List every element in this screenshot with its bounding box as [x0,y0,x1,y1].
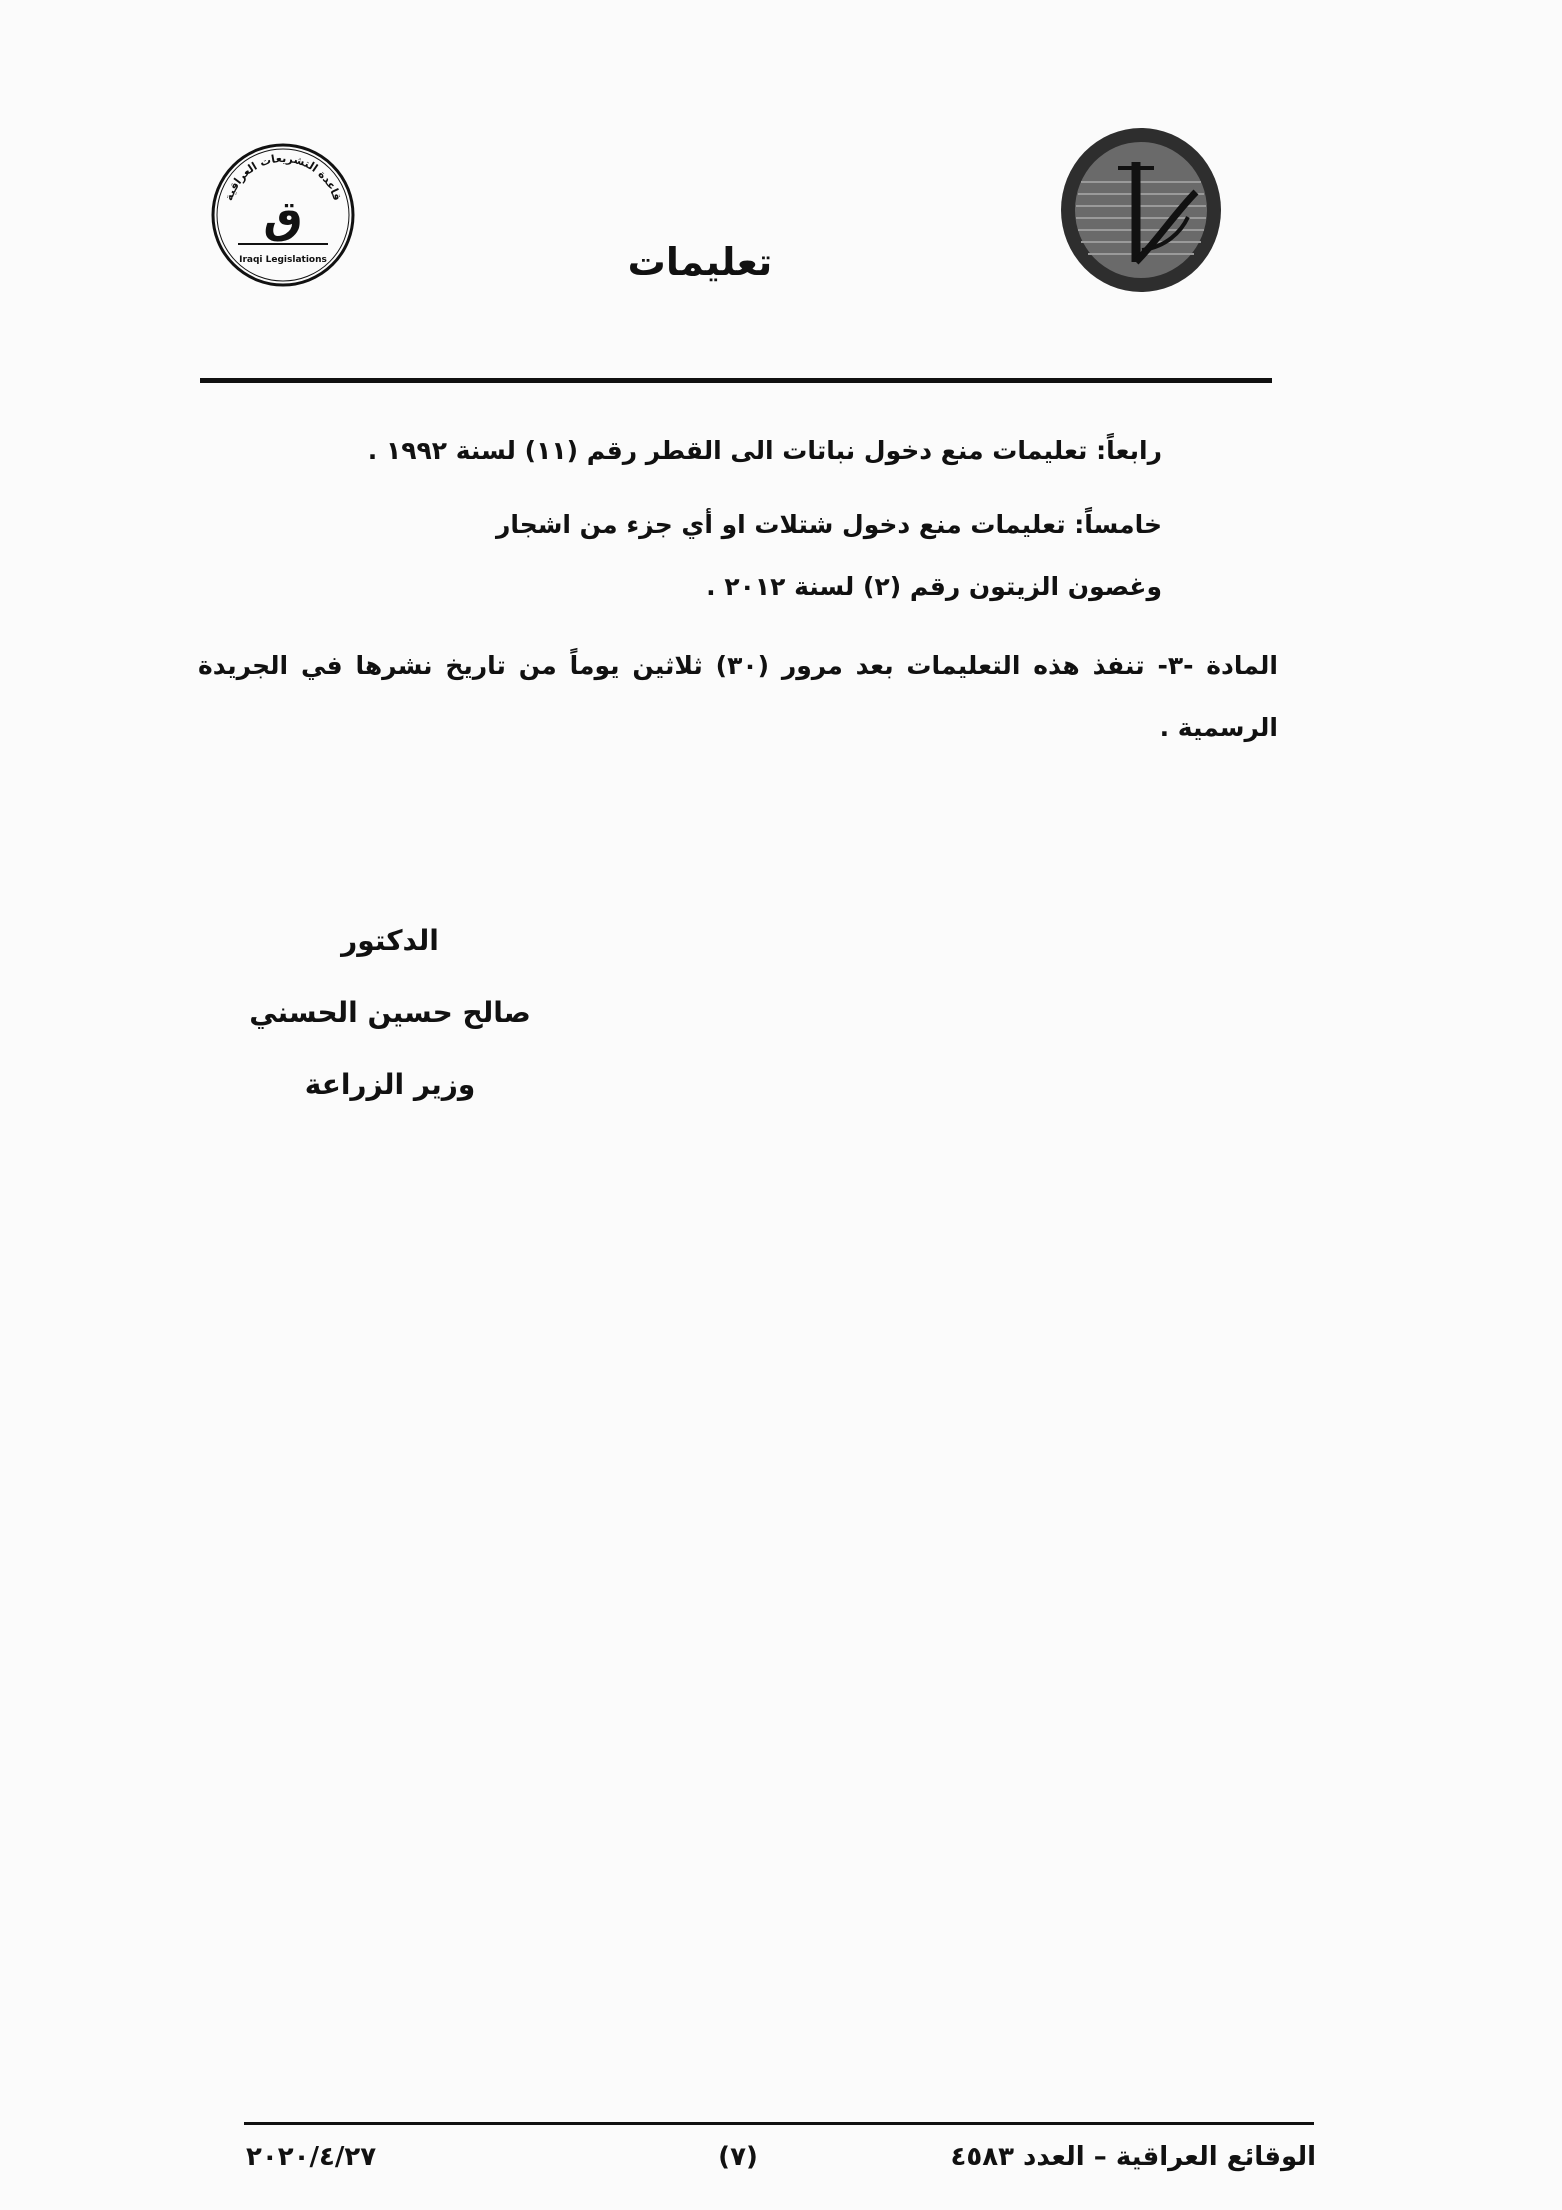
signature-title: الدكتور [341,924,439,957]
signature-name: صالح حسين الحسني [249,996,531,1029]
emblem-arc-text: قاعدة التشريعات العراقية [222,151,344,203]
article-three-text: المادة -٣- تنفذ هذه التعليمات بعد مرور (٣٠) ثلاثين يوماً من تاريخ نشرها في الجريدة الرسمية . [198,651,1278,742]
footer-page-number: (٧) [718,2142,758,2172]
item-four-text: رابعاً: تعليمات منع دخول نباتات الى القطر رقم (١١) لسنة ١٩٩٢ . [367,436,1162,465]
emblem-latin-text: Iraqi Legislations [239,255,327,265]
header-divider [200,378,1272,383]
signature-position: وزير الزراعة [304,1068,476,1101]
iraqi-legislation-emblem-icon [208,140,358,290]
emblem-letter: ق [263,192,303,243]
footer-divider [244,2122,1314,2125]
item-five-text: خامساً: تعليمات منع دخول شتلات او أي جزء من اشجار وغصون الزيتون رقم (٢) لسنة ٢٠١٢ . [496,510,1162,601]
footer-journal-issue: الوقائع العراقية – العدد ٤٥٨٣ [950,2142,1316,2172]
ministry-seal-icon [1056,122,1226,297]
footer-date: ٢٠٢٠/٤/٢٧ [246,2142,377,2172]
document-title: تعليمات [627,240,773,284]
signature-block [200,905,580,1121]
